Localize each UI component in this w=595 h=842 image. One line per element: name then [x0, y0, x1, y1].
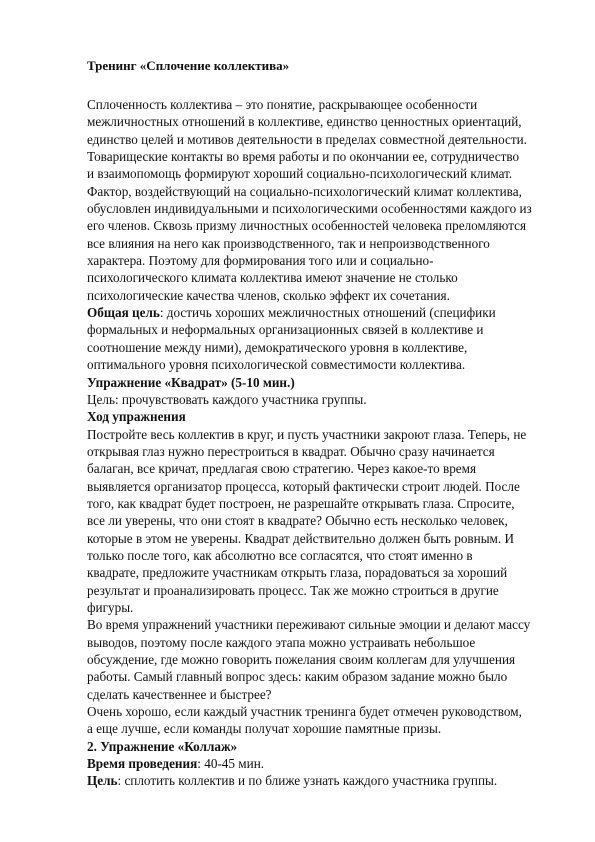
exercise-collage-time: [87, 755, 527, 772]
prizes-paragraph: [87, 703, 527, 738]
text-line: открывая глаз нужно перестроиться в квадрат. Обычно сразу начинается: [87, 443, 495, 459]
text-line: характера. Поэтому для формирования того или и социально-: [87, 253, 434, 269]
text-line: работы. Самый главный вопрос здесь: каким образом задание можно было: [87, 669, 508, 685]
text-line: выводов, поэтому после каждого этапа можно устраивать небольшое: [87, 634, 476, 650]
text-line: результат и проанализировать процесс. Так же можно строиться в другие: [87, 582, 499, 598]
text-line: Во время упражнений участники переживают сильные эмоции и делают массу: [87, 617, 531, 633]
emotions-paragraph: [87, 616, 531, 703]
general-goal-paragraph: [87, 304, 527, 373]
text-line: Сплоченность коллектива – это понятие, раскрывающее особенности: [87, 97, 478, 112]
text-line: фигуры.: [87, 599, 134, 615]
text-line: все ли уверены, что они стоят в квадрате? Обычно есть несколько человек,: [87, 513, 508, 529]
intro-paragraph: [87, 96, 532, 304]
text-line: единство целей и мотивов деятельности в пределах совместной деятельности.: [87, 131, 527, 147]
text-line: а еще лучше, если команды получат хорошие памятные призы.: [87, 721, 442, 737]
text-line: все влияния на него как производственного, так и непроизводственного: [87, 235, 490, 251]
time-label: Время проведения: [87, 756, 198, 772]
text-line: психологического климата коллектива имеют значение не столько: [87, 270, 458, 286]
exercise-square-title: Упражнение «Квадрат» (5-10 мин.): [87, 374, 295, 390]
text-line: Постройте весь коллектив в круг, и пусть участники закроют глаза. Теперь, не: [87, 426, 527, 442]
text-line: психологические качества членов, сколько эффект их сочетания.: [87, 287, 450, 303]
document-title: Тренинг «Сплочение коллектива»: [87, 58, 290, 73]
exercise-collage-goal: [87, 772, 527, 789]
text-line: выявляется организатор процесса, который фактически строит людей. После: [87, 478, 520, 494]
text-line: Очень хорошо, если каждый участник тренинга будет отмечен руководством,: [87, 704, 522, 720]
time-value: : 40-45 мин.: [197, 756, 265, 772]
text-line: и взаимопомощь формируют хороший социально-психологический климат.: [87, 166, 513, 182]
text-line: того, как квадрат будет построен, не разрешайте открывать глаза. Спросите,: [87, 495, 515, 511]
collage-goal-value: : сплотить коллектив и по ближе узнать каждого участника группы.: [117, 773, 498, 789]
text-line: [87, 304, 527, 321]
text-line: Фактор, воздействующий на социально-психологический климат коллектива,: [87, 183, 522, 199]
text-line: балаган, все кричат, предлагая свою стратегию. Через какое-то время: [87, 461, 477, 477]
exercise-square-goal: Цель: прочувствовать каждого участника группы.: [87, 391, 367, 407]
exercise-collage-title: 2. Упражнение «Коллаж»: [87, 738, 238, 754]
text-line: которые в этом не уверены. Квадрат действительно должен быть ровным. И: [87, 530, 515, 546]
text-line: межличностных отношений в коллективе, единство ценностных ориентаций,: [87, 114, 522, 130]
text-line: его членов. Сквозь призму личностных особенностей человека преломляются: [87, 218, 527, 234]
text-line: обсуждение, где можно говорить пожелания своим коллегам для улучшения: [87, 652, 516, 667]
text-line: соотношение между ними), демократического уровня в коллективе,: [87, 339, 468, 355]
text-line: квадрате, предложите участникам открыть глаза, порадоваться за хороший: [87, 565, 508, 581]
exercise-course-paragraph: [87, 426, 527, 617]
exercise-course-heading: Ход упражнения: [87, 409, 186, 425]
general-goal-text: : достичь хороших межличностных отношений (специфики: [159, 305, 496, 321]
text-line: только после того, как абсолютно все согласятся, что стоят именно в: [87, 547, 473, 563]
general-goal-label: Общая цель: [87, 305, 160, 321]
text-line: формальных и неформальных организационных связей в коллективе и: [87, 322, 484, 338]
collage-goal-label: Цель: [87, 773, 118, 789]
text-line: обусловлен индивидуальными и психологическими особенностями каждого из: [87, 201, 532, 217]
document-body: [87, 96, 532, 790]
text-line: оптимального уровня психологической совместимости коллектива.: [87, 357, 466, 373]
text-line: Товарищеские контакты во время работы и по окончании ее, сотрудничество: [87, 149, 520, 165]
text-line: сделать качественнее и быстрее?: [87, 686, 272, 702]
